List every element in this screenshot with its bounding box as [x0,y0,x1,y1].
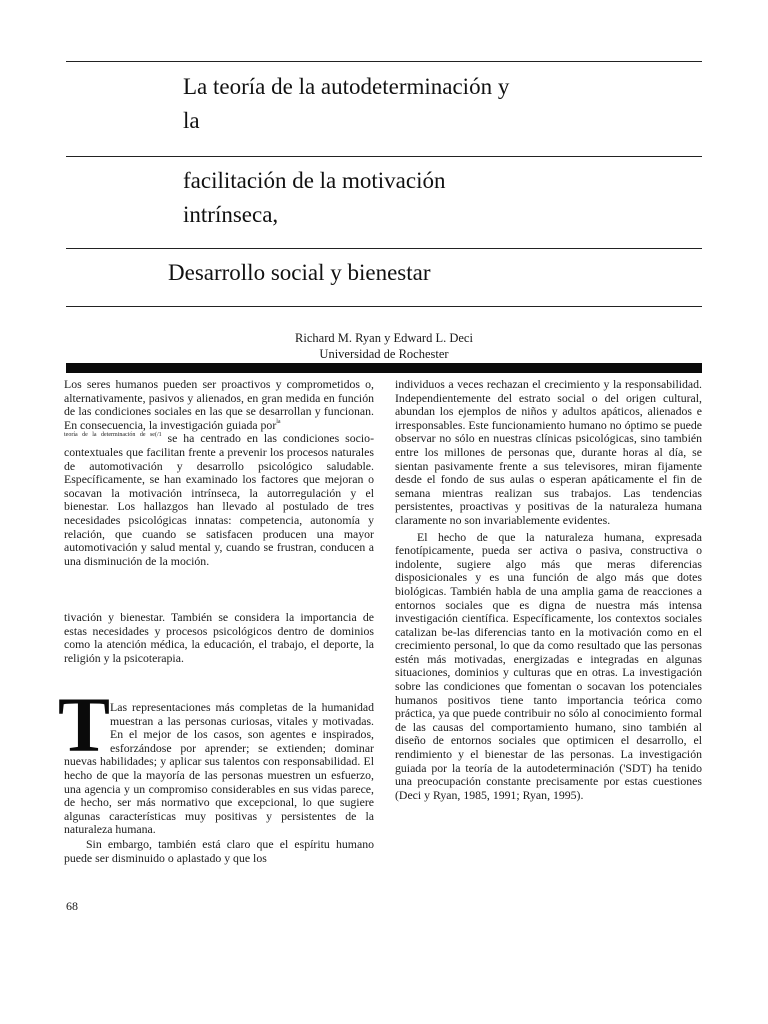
title-line-1: La teoría de la autodeterminación y [183,74,510,99]
author-names: Richard M. Ryan y Edward L. Deci [295,331,473,345]
rule-3 [66,248,702,249]
author-affiliation: Universidad de Rochester [319,347,449,361]
dropcap-space [64,701,110,747]
rule-top [66,61,702,62]
title-line-2: la [183,108,200,133]
abstract-continuation [64,611,374,665]
rule-2 [66,156,702,157]
title-line-5: Desarrollo social y bienestar [168,260,431,285]
abstract [64,378,374,568]
abstract-text-1: Los seres humanos pueden ser proactivos y comprometidos o, alternativamente, pasivos y alienados, en gran medida en función de las condiciones sociales en las que se desarrollan y funcionan. En consecuencia, la investigación guiada por [64,377,374,432]
body-intro [64,701,374,865]
right-column [395,378,702,802]
page-number: 68 [66,899,78,913]
body-paragraph-1 [64,701,374,837]
header-bar [66,363,702,373]
title-line-3: facilitación de la motivación [183,168,446,193]
footnote-inline-text: teoría de la determinación de se(/1 [64,432,162,439]
svg-text:T: T [57,681,111,768]
right-paragraph-1: individuos a veces rechazan el crecimiento y la responsabilidad. Independientemente del estrato social o del origen cultural, abundan los ejemplos de niños y adultos apáticos, alienados e irresponsables. Este funcionamiento humano no óptimo se puede observar no sólo en nuestras clínicas psicológicas, sino también entre los millones de personas que, durante horas al día, se sientan pasivamente frente a sus televisores, miran fijamente desde el fondo de sus aulas o esperan apáticamente el fin de semana mientras realizan sus trabajos. Las tendencias persistentes, proactivas y positivas de la naturaleza humana claramente no son invariablemente evidentes. [395,377,702,527]
footnote-mark: la [276,418,281,425]
abstract-paragraph [64,378,374,568]
abstract-continuation-text: tivación y bienestar. También se considera la importancia de estas necesidades y procesos psicológicos dentro de dominios como la atención médica, la educación, el trabajo, el deporte, la religión y la psicoterapia. [64,610,374,665]
title-line-4: intrínseca, [183,202,279,227]
body-paragraph-2: Sin embargo, también está claro que el espíritu humano puede ser disminuido o aplastado y que los [64,836,374,865]
body-paragraph-1-text: Las representaciones más completas de la humanidad muestran a las personas curiosas, vitales y motivadas. En el mejor de los casos, son agentes e inspirados, esforzándose por aprender; se extienden; dominar nuevas habilidades; y aplicar sus talentos con responsabilidad. El hecho de que la mayoría de las personas muestren un esfuerzo, una agencia y un compromiso considerables en sus vidas parece, de hecho, ser más normativo que excepcional, lo que sugiere algunas características muy positivas y persistentes de la naturaleza humana. [64,700,374,837]
abstract-text-2: se ha centrado en las condiciones socio-contextuales que facilitan frente a prevenir los procesos naturales de automotivación y desarrollo psicológico saludable. Específicamente, se han examinado los factores que mejoran o socavan la motivación intrínseca, la autorregulación y el bienestar. Los hallazgos han llevado al postulado de tres necesidades psicológicas innatas: competencia, autonomía y relación, que cuando se satisfacen producen una mayor automotivación y salud mental y, cuando se frustran, conducen a una disminución de la moción. [64,431,375,568]
rule-4 [66,306,702,307]
right-paragraph-2: El hecho de que la naturaleza humana, expresada fenotípicamente, pueda ser activa o pasiva, constructiva o indolente, sugiere algo más que meras diferencias disposicionales y es una función de algo más que dotes biológicas. También habla de una amplia gama de reacciones a entornos sociales que es digna de nuestra más intensa investigación científica. Específicamente, los contextos sociales catalizan be-las diferencias tanto en la motivación como en el crecimiento personal, lo que da como resultado que las personas estén más motivadas, energizadas e integradas en algunas situaciones, dominios y culturas que en otras. La investigación sobre las condiciones que fomentan o socavan los potenciales humanos positivos tiene tanto importancia teórica como práctica, ya que puede contribuir no sólo al conocimiento formal de las causas del comportamiento humano, sino también al diseño de entornos sociales que optimicen el desarrollo, el rendimiento y el bienestar de las personas. La investigación guiada por la teoría de la autodeterminación ('SDT) ha tenido una preocupación constante precisamente por estas cuestiones (Deci y Ryan, 1985, 1991; Ryan, 1995). [395,529,702,802]
